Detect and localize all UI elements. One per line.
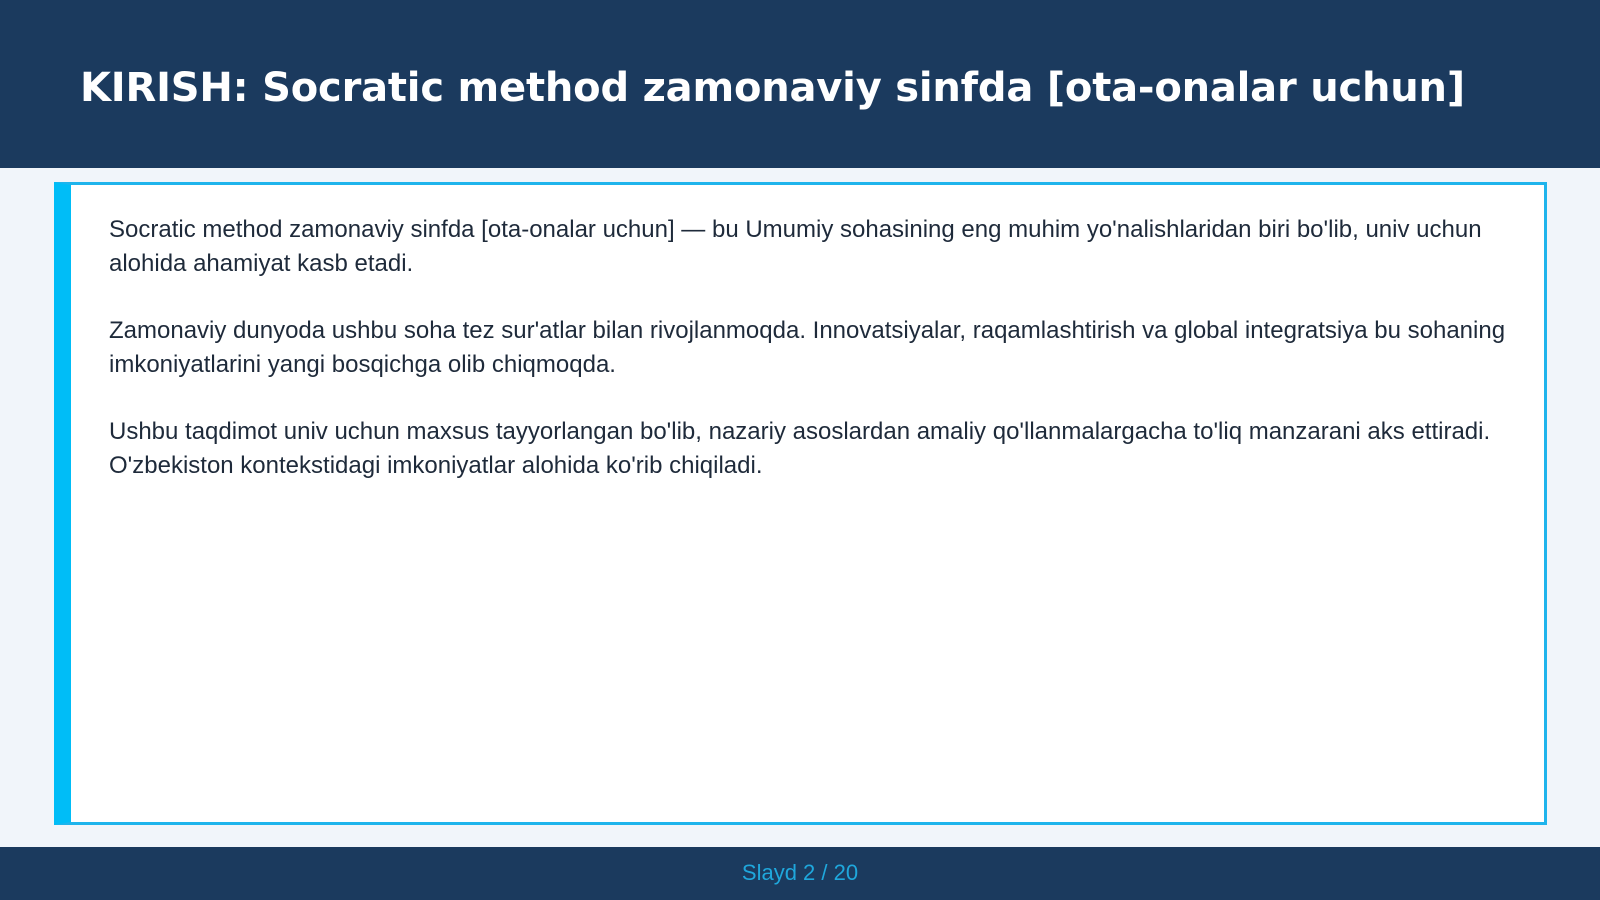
- slide-title: KIRISH: Socratic method zamonaviy sinfda [ota-onalar uchun]: [80, 65, 1465, 111]
- content-card: [54, 182, 1547, 825]
- paragraph-intro: Socratic method zamonaviy sinfda [ota-onalar uchun] — bu Umumiy sohasining eng muhim yo'nalishlaridan biri bo'lib, univ uchun alohida ahamiyat kasb etadi.: [109, 216, 1482, 277]
- paragraph-development: Zamonaviy dunyoda ushbu soha tez sur'atlar bilan rivojlanmoqda. Innovatsiyalar, raqamlashtirish va global integratsiya bu sohaning imkoniyatlarini yangi bosqichga olib chiqmoqda.: [109, 317, 1506, 378]
- content-body: [109, 213, 1509, 516]
- slide-number: Slayd 2 / 20: [741, 860, 859, 885]
- slide-footer: [0, 847, 1600, 900]
- paragraph-presentation-scope: Ushbu taqdimot univ uchun maxsus tayyorlangan bo'lib, nazariy asoslardan amaliy qo'llanmalargacha to'liq manzarani aks ettiradi. O'zbekiston kontekstidagi imkoniyatlar alohida ko'rib chiqiladi.: [109, 418, 1491, 479]
- slide-header: [0, 0, 1600, 168]
